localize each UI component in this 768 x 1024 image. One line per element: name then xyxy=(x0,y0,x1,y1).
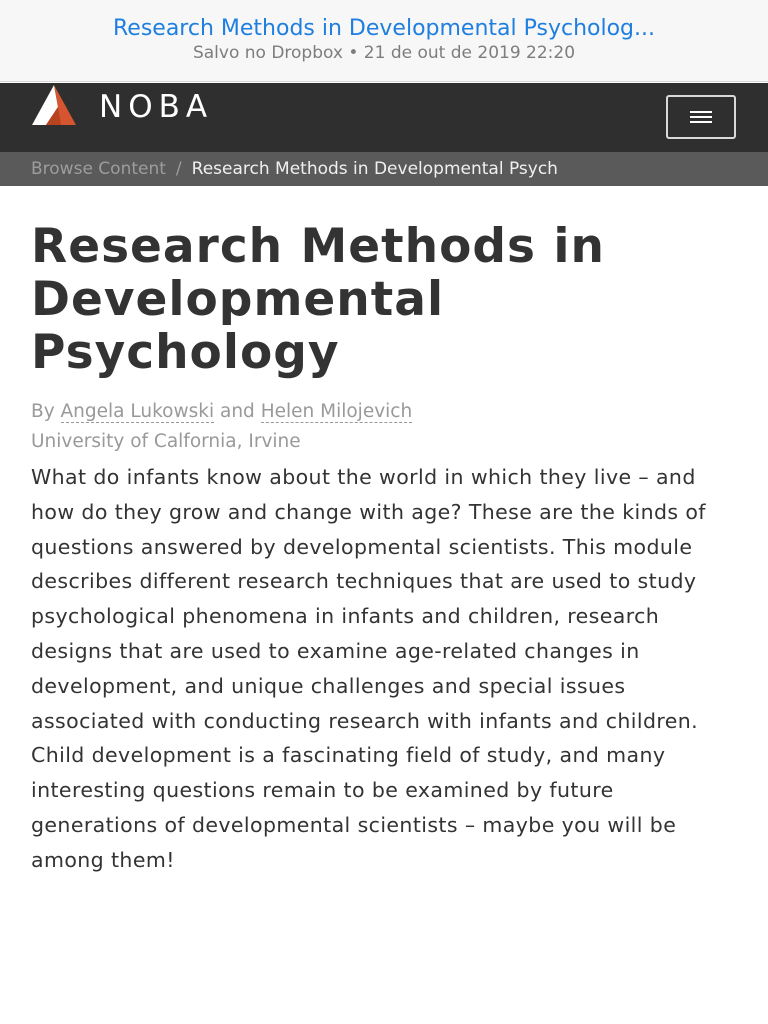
byline-and: and xyxy=(220,401,255,422)
breadcrumb xyxy=(0,152,768,186)
dropbox-save-info: Salvo no Dropbox • 21 de out de 2019 22:20 xyxy=(192,43,576,63)
breadcrumb-browse-content[interactable]: Browse Content xyxy=(31,159,166,179)
site-navbar xyxy=(0,83,768,152)
page-title: Research Methods in Developmental Psychology xyxy=(31,219,605,380)
author-affiliation: University of Calfornia, Irvine xyxy=(31,431,301,452)
byline-by: By xyxy=(31,401,55,422)
hamburger-menu-icon xyxy=(690,111,712,123)
breadcrumb-separator: / xyxy=(175,159,182,179)
article-content xyxy=(31,220,743,878)
dropbox-header xyxy=(0,0,768,82)
article-abstract: What do infants know about the world in which they live – and how do they grow and change with age? These are the kinds of questions answered by developmental scientists. This module describes different research techniques that are used to study psychological phenomena in infants and children, research designs that are used to examine age-related changes in development, and unique challenges and special issues associated with conducting research with infants and children. Child development is a fascinating field of study, and many interesting questions remain to be examined by future generations of developmental scientists – maybe you will be among them! xyxy=(31,465,706,872)
breadcrumb-current-page: Research Methods in Developmental Psych xyxy=(191,159,558,179)
noba-wordmark[interactable]: NOBA xyxy=(99,89,214,125)
author-link-lukowski[interactable]: Angela Lukowski xyxy=(60,401,215,422)
dropbox-file-title[interactable]: Research Methods in Developmental Psycholog... xyxy=(113,16,655,41)
byline xyxy=(31,397,743,427)
author-link-milojevich[interactable]: Helen Milojevich xyxy=(260,401,413,422)
noba-logo-icon[interactable] xyxy=(28,83,80,127)
menu-toggle-button[interactable] xyxy=(666,95,736,139)
